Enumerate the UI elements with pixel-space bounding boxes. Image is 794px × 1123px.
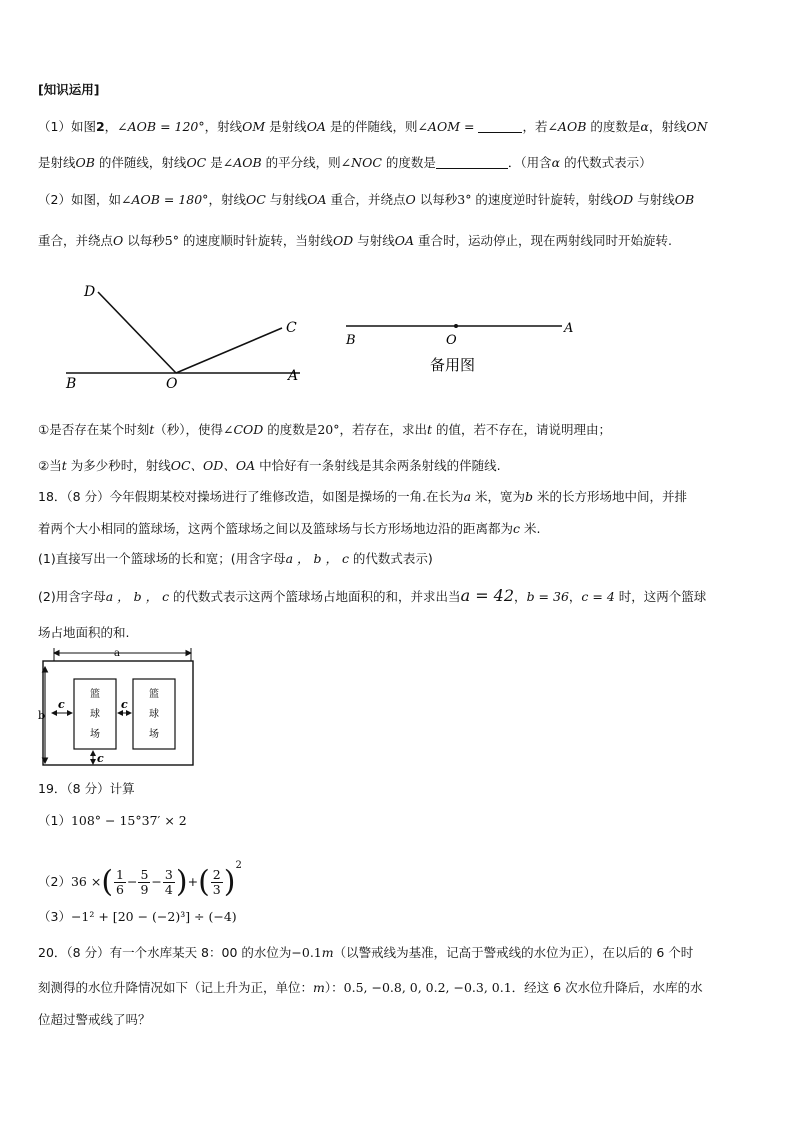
math-vars: a ， b ， c	[285, 551, 349, 566]
court-2-char-2: 球	[149, 709, 159, 720]
text: 与射线	[633, 192, 675, 207]
answer-blank-1[interactable]	[478, 120, 522, 133]
q20-line2	[38, 980, 703, 996]
paren: (	[198, 864, 210, 900]
text: 米的长方形场地中间，并排	[533, 489, 687, 504]
q17-sub2	[38, 458, 501, 474]
text: 中恰好有一条射线是其余两条射线的伴随线.	[255, 458, 501, 473]
text: ①是否存在某个时刻	[38, 422, 150, 437]
fraction-3	[163, 868, 175, 897]
text: ，射线	[648, 119, 687, 134]
math-ob: OB	[75, 155, 95, 170]
label-c-bottom: c	[97, 752, 104, 765]
q17-part2-line2	[38, 233, 672, 249]
text: ，射线	[208, 192, 246, 207]
text: ）：	[324, 980, 344, 995]
label: （2）	[38, 874, 71, 889]
text: 与射线	[353, 233, 395, 248]
math-on: ON	[686, 119, 708, 134]
math-angle-aom: ∠AOM =	[417, 119, 475, 134]
text: （2）如图，如	[38, 192, 121, 207]
q18-line5: 场占地面积的和.	[38, 625, 130, 640]
label-c-left: c	[58, 698, 65, 711]
math-t: t	[61, 458, 67, 473]
text: 米.	[520, 521, 541, 536]
label-o: O	[446, 333, 457, 348]
section-heading: [知识运用]	[38, 82, 100, 97]
label-b: B	[66, 376, 77, 392]
q17-part1-line2	[38, 155, 652, 171]
paren: (	[101, 864, 114, 900]
q18-line1	[38, 489, 687, 505]
math-oc: OC	[186, 155, 207, 170]
text: 的代数式表示)	[348, 551, 433, 566]
text: 米，宽为	[471, 489, 525, 504]
text: 的伴随线，射线	[94, 155, 187, 170]
fraction-2	[138, 868, 150, 897]
math-angle-aob: ∠AOB	[222, 155, 262, 170]
text: 重合时，运动停止，现在两射线同时开始旋转.	[413, 233, 672, 248]
q19-expr3	[38, 909, 237, 925]
paren: )	[223, 864, 236, 900]
math-c: c	[513, 521, 521, 536]
text: 的度数是	[263, 422, 318, 437]
text: (1)直接写出一个篮球场的长和宽；(用含字母	[38, 551, 286, 566]
label-a: a	[114, 648, 120, 659]
math-angle-noc: ∠NOC	[340, 155, 382, 170]
text: （以警戒线为基准，记高于警戒线的水位为正），在以后的 6 个时	[333, 945, 694, 960]
q18-line3	[38, 551, 433, 567]
text: 刻测得的水位升降情况如下（记上升为正，单位：	[38, 980, 314, 995]
math-m: m	[321, 945, 334, 960]
expr-pre: 36 ×	[70, 874, 102, 889]
text: 是	[206, 155, 223, 170]
math-od: OD	[332, 233, 354, 248]
text: ，若	[522, 119, 548, 134]
text: （1）如图	[38, 119, 96, 134]
q18-line4	[38, 588, 706, 605]
text: ，射线	[204, 119, 243, 134]
label: （3）	[38, 909, 71, 924]
math-eq-a: a = 42	[460, 586, 515, 605]
court-1-char-3: 场	[90, 729, 100, 740]
text: 为多少秒时，射线	[66, 458, 171, 473]
text: 是射线	[265, 119, 307, 134]
text: 时，这两个篮球	[614, 589, 707, 604]
math-deg: 20°	[317, 422, 340, 437]
court-1-char-2: 球	[90, 709, 100, 720]
text: ．经这 6 次水位升降后，水库的水	[511, 980, 703, 995]
ray-figure	[60, 280, 320, 400]
text: ，	[568, 589, 582, 604]
label-o: O	[166, 376, 178, 392]
q20-line3: 位超过警戒线了吗？	[38, 1012, 151, 1027]
math-angle-aob: ∠AOB	[547, 119, 587, 134]
math-m: m	[313, 980, 325, 995]
math-oa: OA	[394, 233, 414, 248]
q19-expr2	[38, 846, 242, 903]
text: 以每秒	[415, 192, 458, 207]
q19-title: 19．（8 分）计算	[38, 781, 135, 796]
num: 5	[140, 867, 149, 882]
text: 的平分线，则	[261, 155, 341, 170]
text: ，若存在，求出	[339, 422, 427, 437]
text: 的值，若不存在，请说明理由；	[432, 422, 611, 437]
text: 的代数式表示这两个篮球场占地面积的和，并求出当	[169, 589, 461, 604]
text: 的速度顺时针旋转，当射线	[178, 233, 333, 248]
court-2-char-1: 篮	[149, 689, 159, 700]
math-deg: 5°	[164, 233, 179, 248]
label-a: A	[564, 321, 574, 336]
text: 的速度逆时针旋转，射线	[471, 192, 613, 207]
label-b: B	[346, 333, 356, 348]
point-o	[454, 324, 458, 328]
math-om: OM	[242, 119, 266, 134]
expression: −1² + [20 − (−2)³] ÷ (−4)	[70, 909, 237, 924]
q20-line1	[38, 945, 693, 961]
text: 的代数式表示）	[560, 155, 652, 170]
math-b: b	[525, 489, 534, 504]
math-o: O	[405, 192, 416, 207]
ray-oc	[176, 328, 282, 373]
math-angle-cod: ∠COD	[223, 422, 264, 437]
label-d: D	[84, 284, 96, 300]
math-t: t	[426, 422, 433, 437]
ray-od	[98, 292, 176, 373]
q17-part2-line1	[38, 192, 694, 208]
text: ，	[104, 119, 118, 134]
math-deg: 3°	[457, 192, 472, 207]
op: −	[151, 874, 162, 889]
math-od: OD	[612, 192, 634, 207]
math-alpha: α	[640, 119, 649, 134]
math-eq-b: b = 36	[526, 589, 569, 604]
q18-line2	[38, 521, 540, 537]
num: 2	[212, 867, 221, 882]
label-a: A	[288, 368, 299, 384]
math-vars: a ， b ， c	[105, 589, 170, 604]
math-angle-aob: ∠AOB = 120°	[117, 119, 205, 134]
text: 与射线	[265, 192, 308, 207]
math-oa: OA	[306, 119, 326, 134]
text: 是的伴随线，则	[325, 119, 418, 134]
math-values: 0.5, −0.8, 0, 0.2, −0.3, 0.1	[343, 980, 512, 995]
math-oc: OC	[245, 192, 266, 207]
math-val: −0.1	[291, 945, 322, 960]
math-alpha: α	[551, 155, 561, 170]
paren: )	[175, 864, 188, 900]
text: 18．（8 分）今年假期某校对操场进行了维修改造，如图是操场的一角.在长为	[38, 489, 464, 504]
text: 的度数是	[381, 155, 436, 170]
math-angle-aob: ∠AOB = 180°	[120, 192, 209, 207]
exponent: 2	[235, 860, 242, 871]
label-c-mid: c	[121, 698, 128, 711]
backup-figure	[340, 312, 590, 382]
den: 3	[212, 882, 221, 897]
expression: 108° − 15°37′ × 2	[70, 813, 187, 828]
text: 重合，并绕点	[326, 192, 406, 207]
text: ②当	[38, 458, 62, 473]
num: 3	[164, 867, 173, 882]
text: （秒），使得	[154, 422, 224, 437]
court-2-char-3: 场	[149, 729, 159, 740]
q17-part1-line1	[38, 119, 708, 135]
text: ．（用含	[507, 155, 552, 170]
text: (2)用含字母	[38, 589, 106, 604]
fig-number: 2	[95, 119, 105, 134]
math-o: O	[113, 233, 124, 248]
label-b: b	[38, 709, 46, 722]
text: 以每秒	[123, 233, 165, 248]
op: +	[187, 874, 199, 889]
den: 4	[164, 882, 173, 897]
fraction-1	[114, 868, 126, 897]
text: ，	[514, 589, 527, 604]
math-a: a	[463, 489, 472, 504]
q19-expr1	[38, 813, 187, 829]
op: −	[126, 874, 138, 889]
math-oa: OA	[307, 192, 327, 207]
q17-sub1	[38, 422, 611, 438]
text: 的度数是	[586, 119, 641, 134]
answer-blank-2[interactable]	[436, 156, 508, 169]
den: 9	[140, 882, 149, 897]
num: 1	[116, 867, 124, 882]
math-rays: OC、OD、OA	[170, 458, 256, 473]
math-eq-c: c = 4	[581, 589, 615, 604]
text: 重合，并绕点	[38, 233, 114, 248]
court-figure	[36, 645, 206, 770]
label: （1）	[38, 813, 71, 828]
court-1-char-1: 篮	[90, 689, 100, 700]
text: 20．（8 分）有一个水库某天 8：00 的水位为	[38, 945, 292, 960]
den: 6	[116, 882, 124, 897]
caption: 备用图	[430, 356, 476, 374]
text: 着两个大小相同的篮球场，这两个篮球场之间以及篮球场与长方形场地边沿的距离都为	[38, 521, 514, 536]
text: 是射线	[38, 155, 76, 170]
math-ob: OB	[674, 192, 695, 207]
fraction-4	[211, 868, 223, 897]
math-t: t	[149, 422, 155, 437]
label-c: C	[286, 320, 297, 336]
